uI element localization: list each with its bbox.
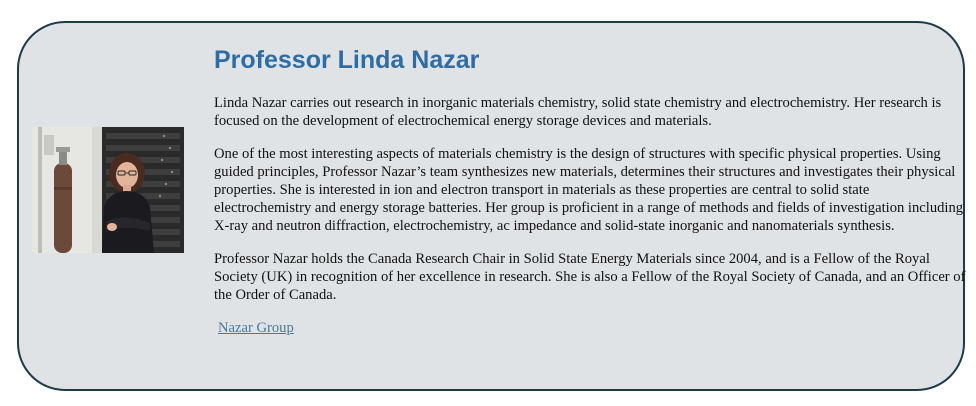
bio-paragraph-materials: One of the most interesting aspects of materials chemistry is the design of structures with specific physical properties. Using guided principles, Professor Nazar’s team synthesizes new materials, determines their structures and investigates their physical properties. She is interested in ion and electron transport in materials as these properties are central to solid state electrochemistry and energy storage batteries. Her group is proficient in a range of methods and fields of investigation including X-ray and neutron diffraction, electrochemistry, ac impedance and solid-state inorganic and nanomaterials synthesis. — [214, 146, 964, 234]
bio-paragraph-research: Linda Nazar carries out research in inorganic materials chemistry, solid state chemistry and electrochemistry. Her research is focused on the development of electrochemical energy storage devices and materials. — [214, 95, 942, 129]
profile-content — [214, 44, 966, 337]
profile-name: Professor Linda Nazar — [214, 46, 480, 74]
nazar-group-link[interactable]: Nazar Group — [218, 320, 294, 336]
profile-photo — [32, 127, 184, 253]
bio-paragraph-honours: Professor Nazar holds the Canada Research Chair in Solid State Energy Materials since 2004, and is a Fellow of the Royal Society (UK) in recognition of her excellence in research. She is also a Fellow of the Royal Society of Canada, and an Officer of the Order of Canada. — [214, 251, 966, 303]
